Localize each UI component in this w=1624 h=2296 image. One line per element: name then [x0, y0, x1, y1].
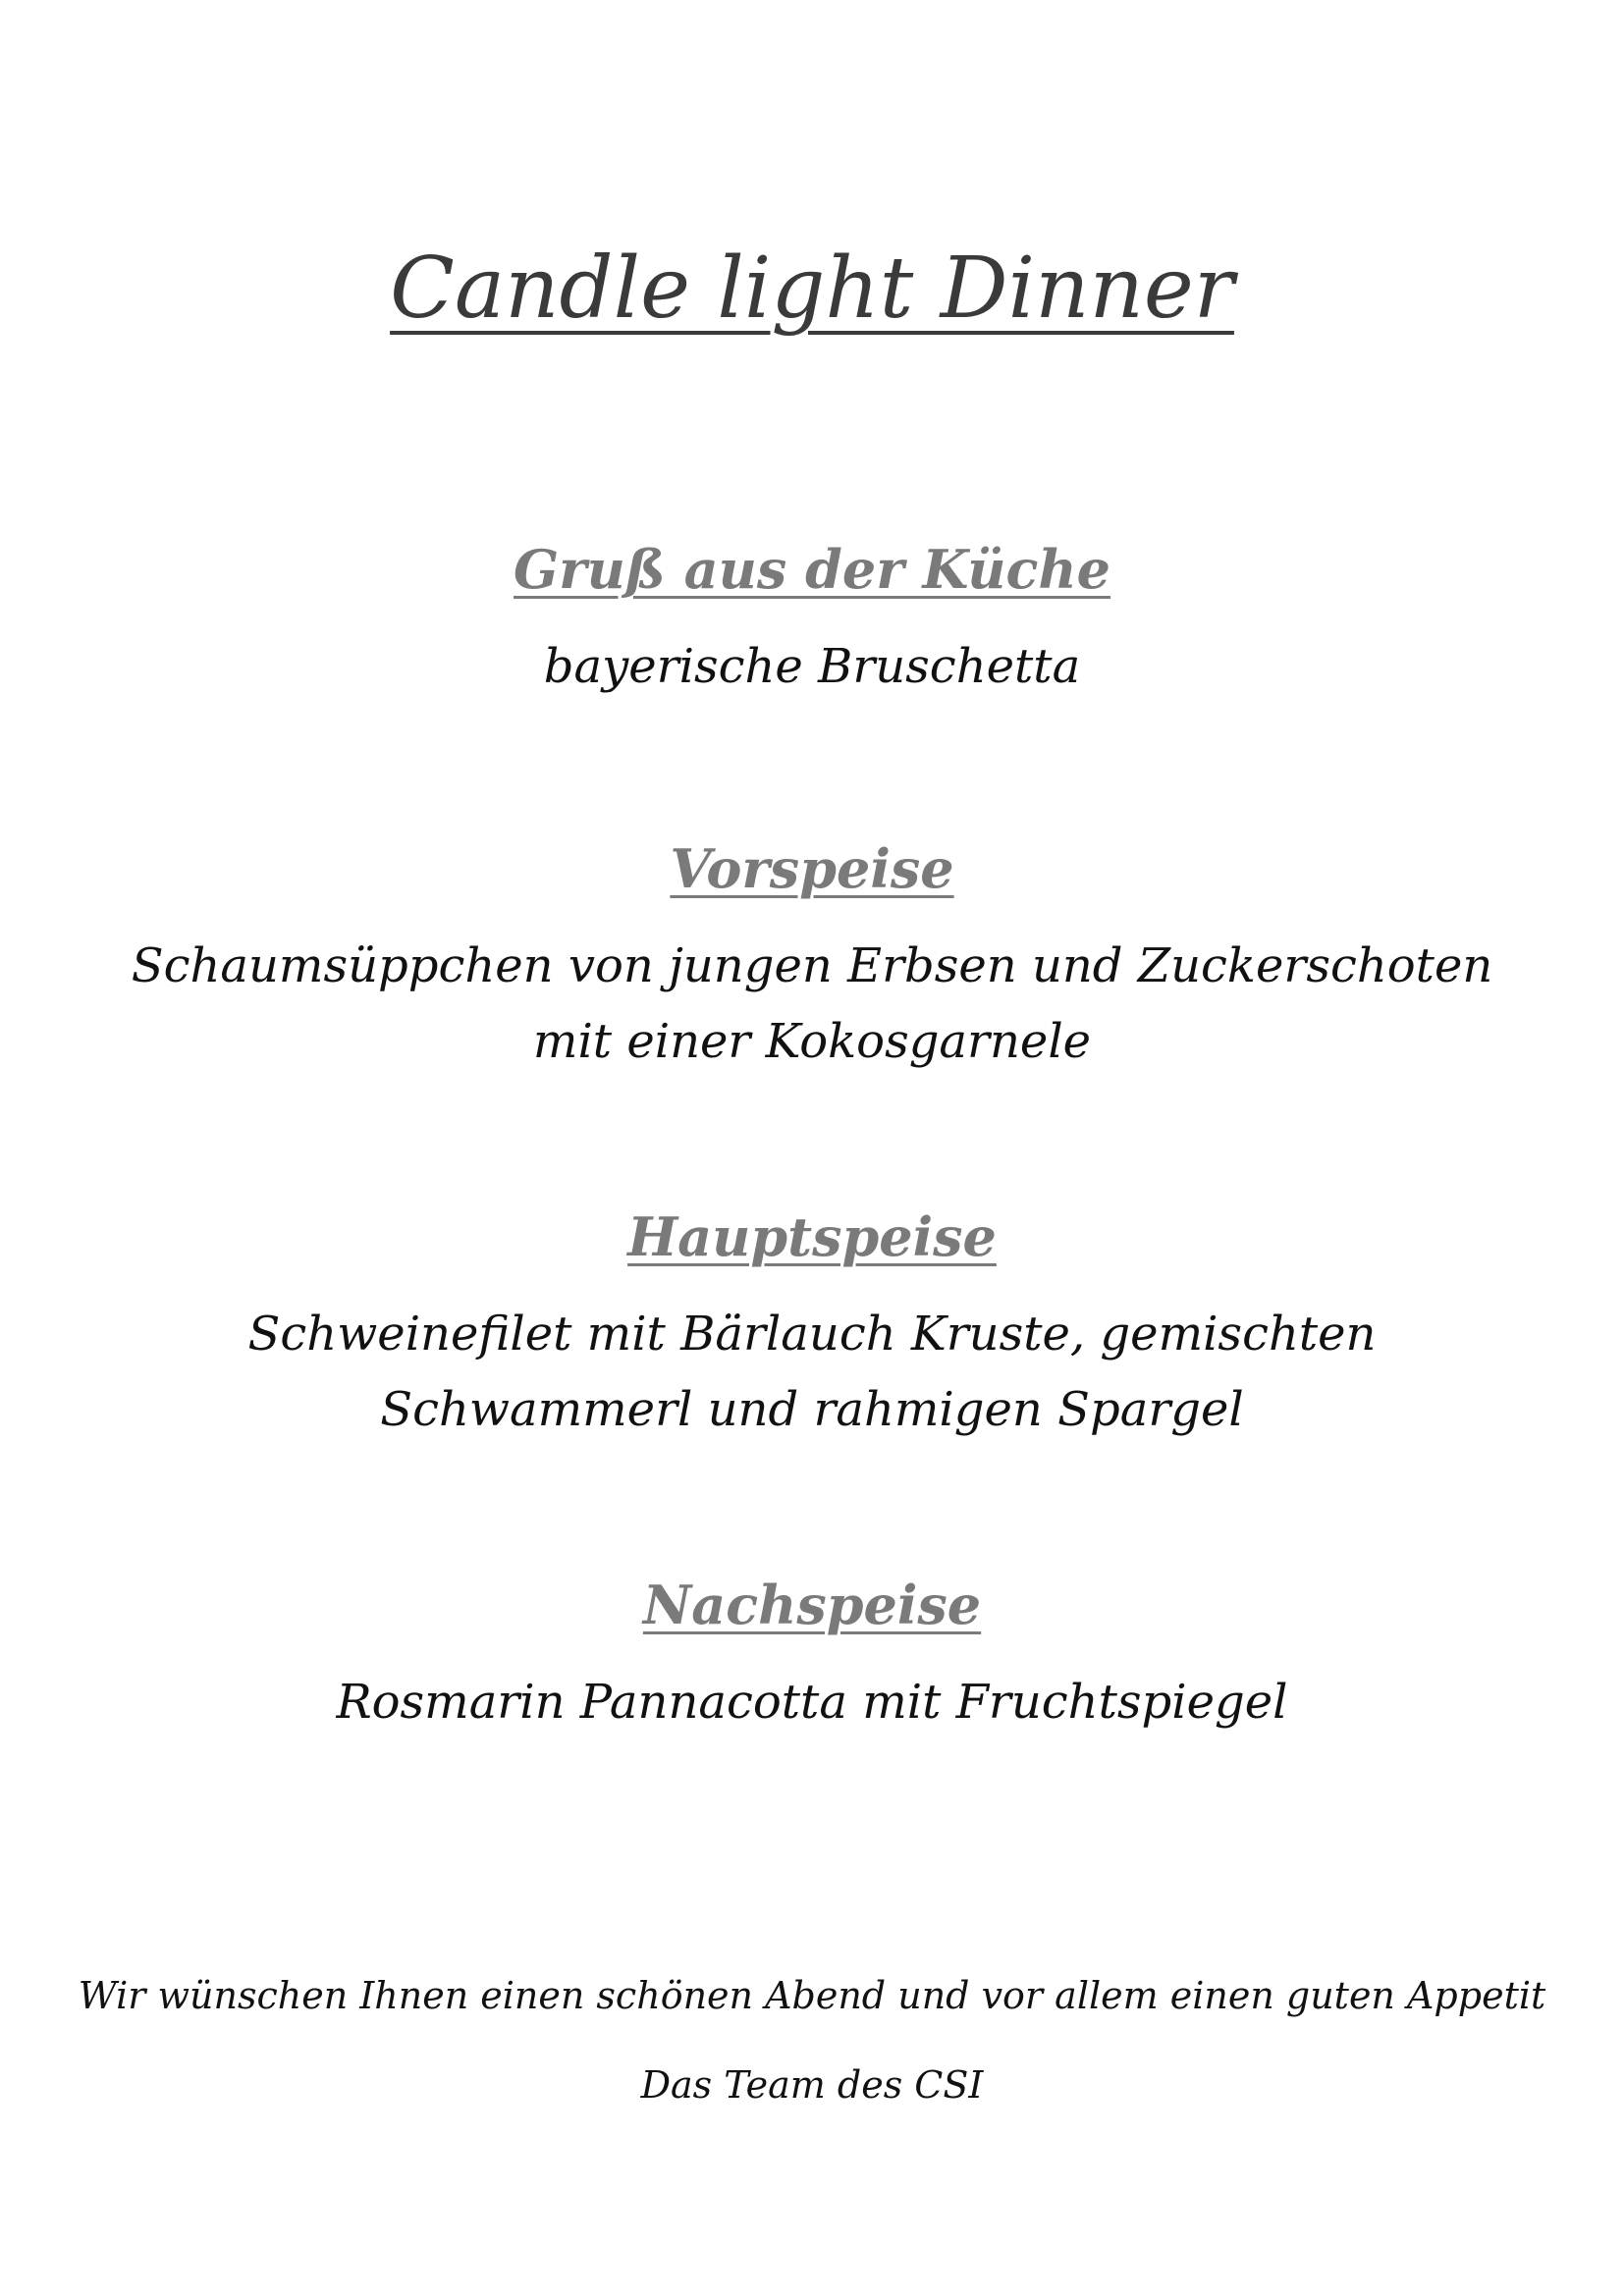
course-dish: Schweinefilet mit Bärlauch Kruste, gemischten Schwammerl und rahmigen Spargel: [247, 1306, 1377, 1437]
course-heading: [0, 1574, 1624, 1637]
course-dish: bayerische Bruschetta: [543, 638, 1081, 694]
course-starter: [0, 837, 1624, 1079]
course-heading-text: Hauptspeise: [627, 1205, 997, 1268]
course-heading-text: Gruß aus der Küche: [514, 538, 1110, 601]
menu-title: [0, 240, 1624, 338]
course-dessert: [0, 1574, 1624, 1740]
course-main: [0, 1205, 1624, 1447]
course-dish: Rosmarin Pannacotta mit Fruchtspiegel: [336, 1674, 1288, 1730]
menu-title-text: Candle light Dinner: [390, 240, 1234, 338]
course-heading: [0, 837, 1624, 901]
closing-wish: Wir wünschen Ihnen einen schönen Abend und vor allem einen guten Appetit: [78, 1974, 1546, 2017]
closing-note: [0, 1968, 1624, 2113]
closing-signature: Das Team des CSI: [640, 2063, 984, 2107]
course-heading-text: Vorspeise: [670, 837, 954, 900]
course-heading-text: Nachspeise: [642, 1574, 982, 1636]
course-dish: Schaumsüppchen von jungen Erbsen und Zuckerschoten mit einer Kokosgarnele: [131, 937, 1493, 1069]
course-heading: [0, 538, 1624, 602]
course-heading: [0, 1205, 1624, 1269]
course-amuse-bouche: [0, 538, 1624, 705]
